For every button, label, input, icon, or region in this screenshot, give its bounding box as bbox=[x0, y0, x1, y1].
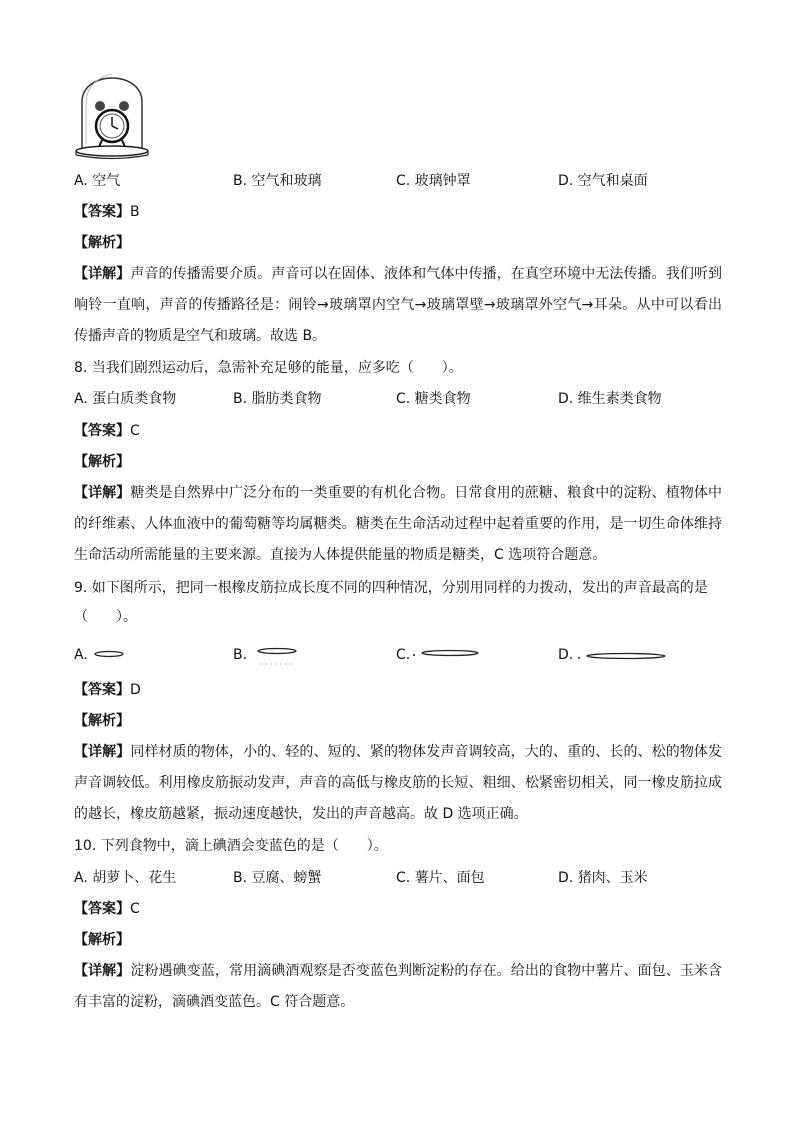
q9-answer bbox=[74, 680, 141, 700]
q8-option-c: C. 糖类食物 bbox=[396, 391, 471, 407]
q10-answer bbox=[74, 899, 140, 919]
answer-value: B bbox=[130, 204, 140, 220]
detail-text: 声音的传播需要介质。声音可以在固体、液体和气体中传播，在真空环境中无法传播。我们听到响铃一直响，声音的传播路径是：闹铃→玻璃罩内空气→玻璃罩壁→玻璃罩外空气→耳朵。从中可以看出传播声音的物质是空气和玻璃。故选 B。 bbox=[74, 266, 723, 344]
detail-text: 糖类是自然界中广泛分布的一类重要的有机化合物。日常食用的蔗糖、粮食中的淀粉、植物体中的纤维素、人体血液中的葡萄糖等均属糖类。糖类在生命活动过程中起着重要的作用，是一切生命体维持生命活动所需能量的主要来源。直接为人体提供能量的物质是糖类，C 选项符合题意。 bbox=[74, 485, 723, 563]
q10-option-a: A. 胡萝卜、花生 bbox=[74, 870, 177, 886]
q8-option-a: A. 蛋白质类食物 bbox=[74, 391, 177, 407]
q9-option-b: B. bbox=[233, 647, 248, 663]
answer-label: 【答案】 bbox=[74, 423, 130, 439]
q9-analysis-label: 【解析】 bbox=[74, 713, 130, 729]
q9-detail bbox=[74, 737, 722, 830]
q10-detail bbox=[74, 956, 722, 1018]
q8-analysis-label: 【解析】 bbox=[74, 454, 130, 470]
q10-analysis-label: 【解析】 bbox=[74, 932, 130, 948]
q8-question: 8. 当我们剧烈运动后，急需补充足够的能量，应多吃（ ）。 bbox=[74, 360, 463, 376]
answer-label: 【答案】 bbox=[74, 682, 130, 698]
rubber-band-c-image bbox=[410, 647, 484, 661]
rubber-band-d-image bbox=[574, 648, 670, 664]
q8-answer bbox=[74, 421, 140, 441]
rubber-band-a-image bbox=[92, 648, 126, 660]
rubber-band-b-image bbox=[254, 644, 300, 668]
q9-option-d: D. bbox=[558, 647, 574, 663]
q9-option-a: A. bbox=[74, 647, 88, 663]
answer-label: 【答案】 bbox=[74, 901, 130, 917]
q7-answer bbox=[74, 202, 140, 222]
q8-detail bbox=[74, 478, 722, 571]
q7-option-d: D. 空气和桌面 bbox=[558, 173, 648, 189]
detail-label: 【详解】 bbox=[74, 744, 131, 760]
q9-question-line1: 9. 如下图所示，把同一根橡皮筋拉成长度不同的四种情况，分别用同样的力拨动，发出的声音最高的是 bbox=[74, 580, 708, 596]
answer-value: C bbox=[130, 423, 140, 439]
q7-option-c: C. 玻璃钟罩 bbox=[396, 173, 471, 189]
bell-jar-alarm-clock-illustration bbox=[72, 62, 152, 162]
q7-analysis-label: 【解析】 bbox=[74, 235, 130, 251]
answer-value: D bbox=[130, 682, 141, 698]
q7-detail bbox=[74, 259, 722, 352]
q8-option-d: D. 维生素类食物 bbox=[558, 391, 662, 407]
answer-label: 【答案】 bbox=[74, 204, 130, 220]
q9-question-line2: （ ）。 bbox=[74, 609, 137, 625]
detail-label: 【详解】 bbox=[74, 963, 131, 979]
q7-option-b: B. 空气和玻璃 bbox=[233, 173, 322, 189]
detail-label: 【详解】 bbox=[74, 266, 131, 282]
q7-option-a: A. 空气 bbox=[74, 173, 121, 189]
detail-text: 同样材质的物体，小的、轻的、短的、紧的物体发声音调较高，大的、重的、长的、松的物体发声音调较低。利用橡皮筋振动发声，声音的高低与橡皮筋的长短、粗细、松紧密切相关，同一橡皮筋拉成的越长，橡皮筋越紧，振动速度越快，发出的声音越高。故 D 选项正确。 bbox=[74, 744, 723, 822]
detail-text: 淀粉遇碘变蓝，常用滴碘酒观察是否变蓝色判断淀粉的存在。给出的食物中薯片、面包、玉米含有丰富的淀粉，滴碘酒变蓝色。C 符合题意。 bbox=[74, 963, 723, 1010]
answer-value: C bbox=[130, 901, 140, 917]
q9-option-c: C. bbox=[396, 647, 411, 663]
q8-option-b: B. 脂肪类食物 bbox=[233, 391, 322, 407]
q10-option-d: D. 猪肉、玉米 bbox=[558, 870, 648, 886]
q10-option-b: B. 豆腐、螃蟹 bbox=[233, 870, 322, 886]
q10-question: 10. 下列食物中，滴上碘酒会变蓝色的是（ ）。 bbox=[74, 838, 388, 854]
q10-option-c: C. 薯片、面包 bbox=[396, 870, 485, 886]
detail-label: 【详解】 bbox=[74, 485, 131, 501]
